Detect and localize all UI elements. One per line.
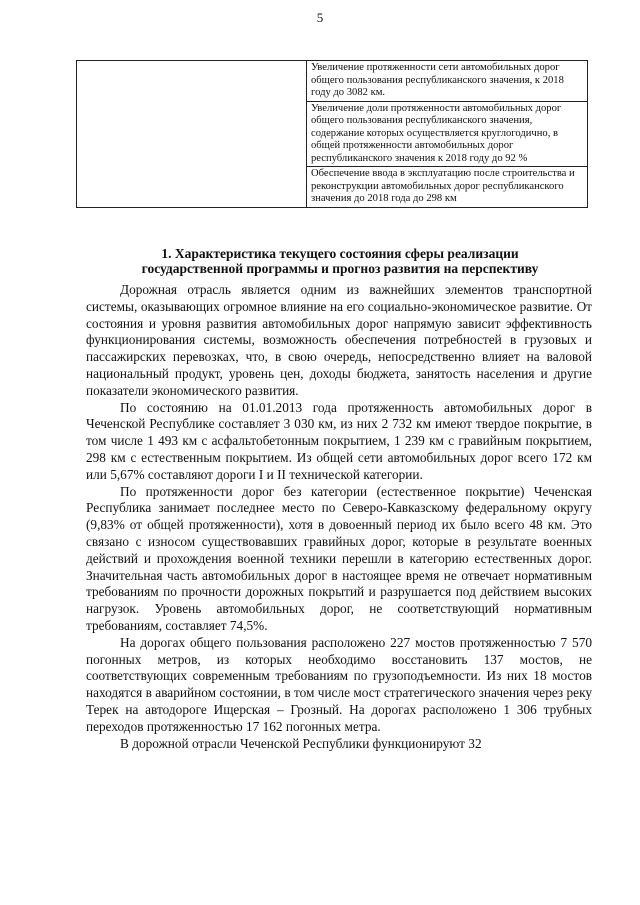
section-heading-line: 1. Характеристика текущего состояния сферы реализации	[161, 246, 519, 261]
section-heading	[100, 246, 580, 276]
page-number: 5	[316, 10, 324, 25]
table-empty-cell	[77, 61, 307, 208]
table-row	[77, 61, 588, 102]
body-text	[86, 282, 592, 752]
paragraph: В дорожной отрасли Чеченской Республики функционируют 32	[120, 735, 482, 751]
paragraph: На дорогах общего пользования расположено 227 мостов протяженностью 7 570 погонных метров, из которых необходимо восстановить 137 мостов, не соответствующих современным требованиям по грузоподъемности. Из них 18 мостов находятся в аварийном состоянии, в том числе мост стратегического значения через реку Терек на автодороге Ищерская – Грозный. На дорогах расположено 1 306 трубных переходов протяженностью 17 162 погонных метра.	[86, 634, 592, 734]
table-cell: Обеспечение ввода в эксплуатацию после строительства и реконструкции автомобильных дорог республиканского значения до 2018 года до 298 км	[307, 167, 588, 208]
targets-table	[76, 60, 588, 208]
paragraph: По состоянию на 01.01.2013 года протяженность автомобильных дорог в Чеченской Республике составляет 3 030 км, из них 2 732 км имеют твердое покрытие, в том числе 1 493 км с асфальтобетонным покрытием, 1 239 км с гравийным покрытием, 298 км с естественным покрытием. Из общей сети автомобильных дорог всего 172 км или 5,67% составляют дороги I и II технической категории.	[86, 399, 592, 482]
table-cell: Увеличение доли протяженности автомобильных дорог общего пользования республиканского значения, содержание которых осуществляется круглогодично, в общей протяженности автомобильных дорог республиканского значения к 2018 году до 92 %	[307, 101, 588, 167]
paragraph: Дорожная отрасль является одним из важнейших элементов транспортной системы, оказывающих огромное влияние на его социально-экономическое развитие. От состояния и уровня развития автомобильных дорог напрямую зависит эффективность функционирования системы, возможность обеспечения потребностей в грузовых и пассажирских перевозках, что, в свою очередь, непосредственно влияет на валовой национальный продукт, уровень цен, доходы бюджета, занятость населения и другие показатели экономического развития.	[86, 282, 592, 398]
section-heading-line: государственной программы и прогноз развития на перспективу	[141, 261, 539, 276]
table-cell: Увеличение протяженности сети автомобильных дорог общего пользования республиканского значения, к 2018 году до 3082 км.	[307, 61, 588, 102]
paragraph: По протяженности дорог без категории (естественное покрытие) Чеченская Республика занимает последнее место по Северо-Кавказскому федеральному округу (9,83% от общей протяженности), хотя в довоенный период их было всего 48 км. Это связано с износом существовавших гравийных дорог, которые в результате военных действий и прохождения военной техники перешли в категорию естественных дорог. Значительная часть автомобильных дорог в настоящее время не отвечает нормативным требованиям по прочности дорожных покрытий и разрушается под действием высоких нагрузок. Уровень автомобильных дорог, не соответствующий нормативным требованиям, составляет 74,5%.	[86, 483, 592, 633]
